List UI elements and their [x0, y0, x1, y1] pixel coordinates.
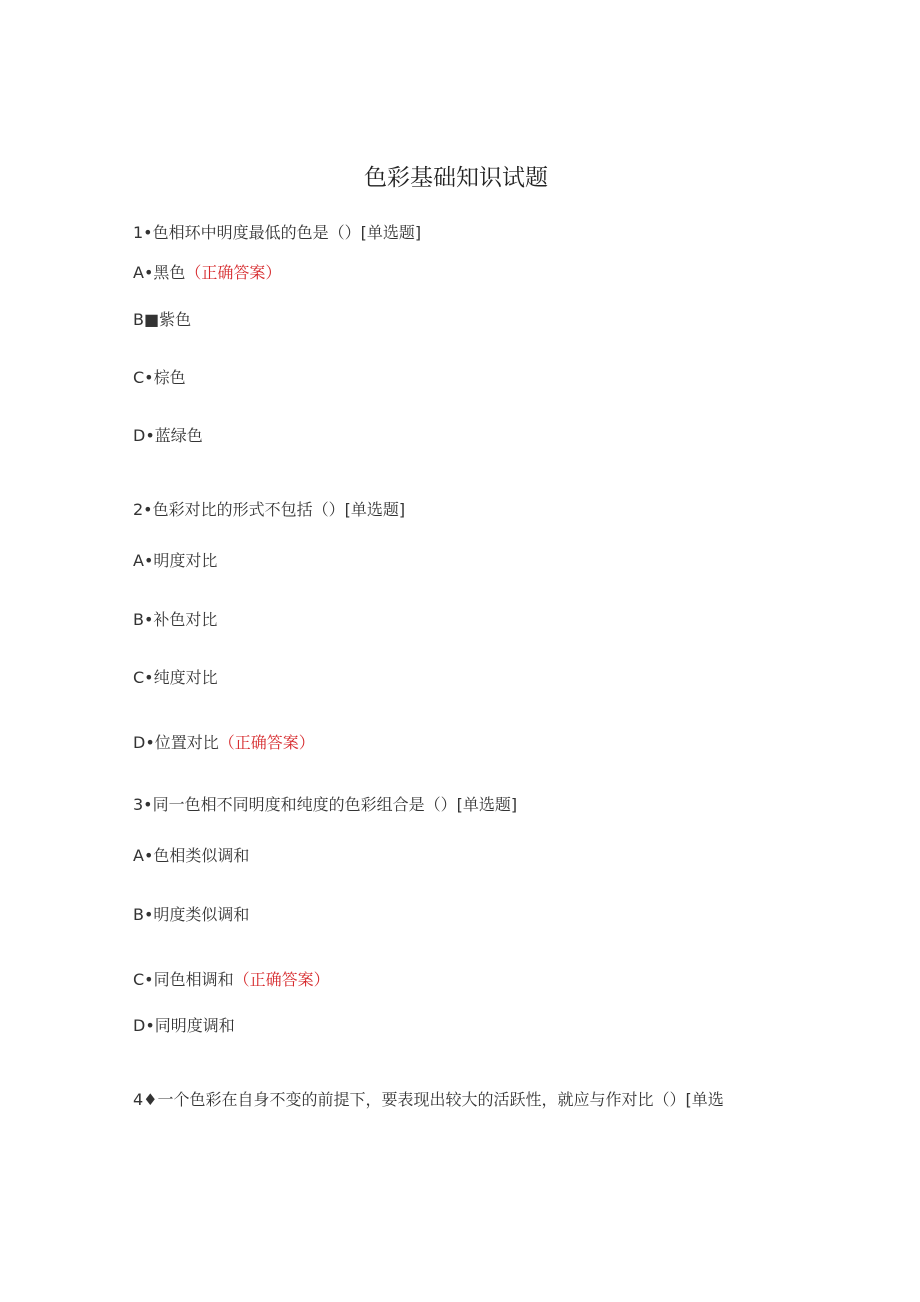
option-text: A•黑色 [133, 263, 186, 282]
question-2: 2•色彩对比的形式不包括（）[单选题] [133, 500, 406, 519]
correct-answer-mark: （正确答案） [233, 970, 330, 989]
question-1-option-b: B■紫色 [133, 310, 192, 329]
question-2-option-d [133, 732, 315, 754]
question-4: 4♦一个色彩在自身不变的前提下，要表现出较大的活跃性，就应与作对比（）[单选 [133, 1090, 724, 1109]
question-3-option-d: D•同明度调和 [133, 1016, 235, 1035]
correct-answer-mark: （正确答案） [218, 733, 315, 752]
question-2-option-c: C•纯度对比 [133, 668, 218, 687]
option-text: C•同色相调和 [133, 970, 234, 989]
question-3-option-a: A•色相类似调和 [133, 846, 250, 865]
question-3-option-b: B•明度类似调和 [133, 905, 250, 924]
question-1-option-c: C•棕色 [133, 368, 186, 387]
document-title: 色彩基础知识试题 [364, 165, 548, 191]
question-2-option-a: A•明度对比 [133, 551, 218, 570]
question-3-option-c [133, 969, 330, 991]
correct-answer-mark: （正确答案） [185, 263, 282, 282]
question-3: 3•同一色相不同明度和纯度的色彩组合是（）[单选题] [133, 795, 518, 814]
question-1-option-d: D•蓝绿色 [133, 426, 203, 445]
question-1: 1•色相环中明度最低的色是（）[单选题] [133, 223, 422, 242]
question-1-option-a [133, 262, 281, 284]
option-text: D•位置对比 [133, 733, 219, 752]
question-2-option-b: B•补色对比 [133, 610, 218, 629]
